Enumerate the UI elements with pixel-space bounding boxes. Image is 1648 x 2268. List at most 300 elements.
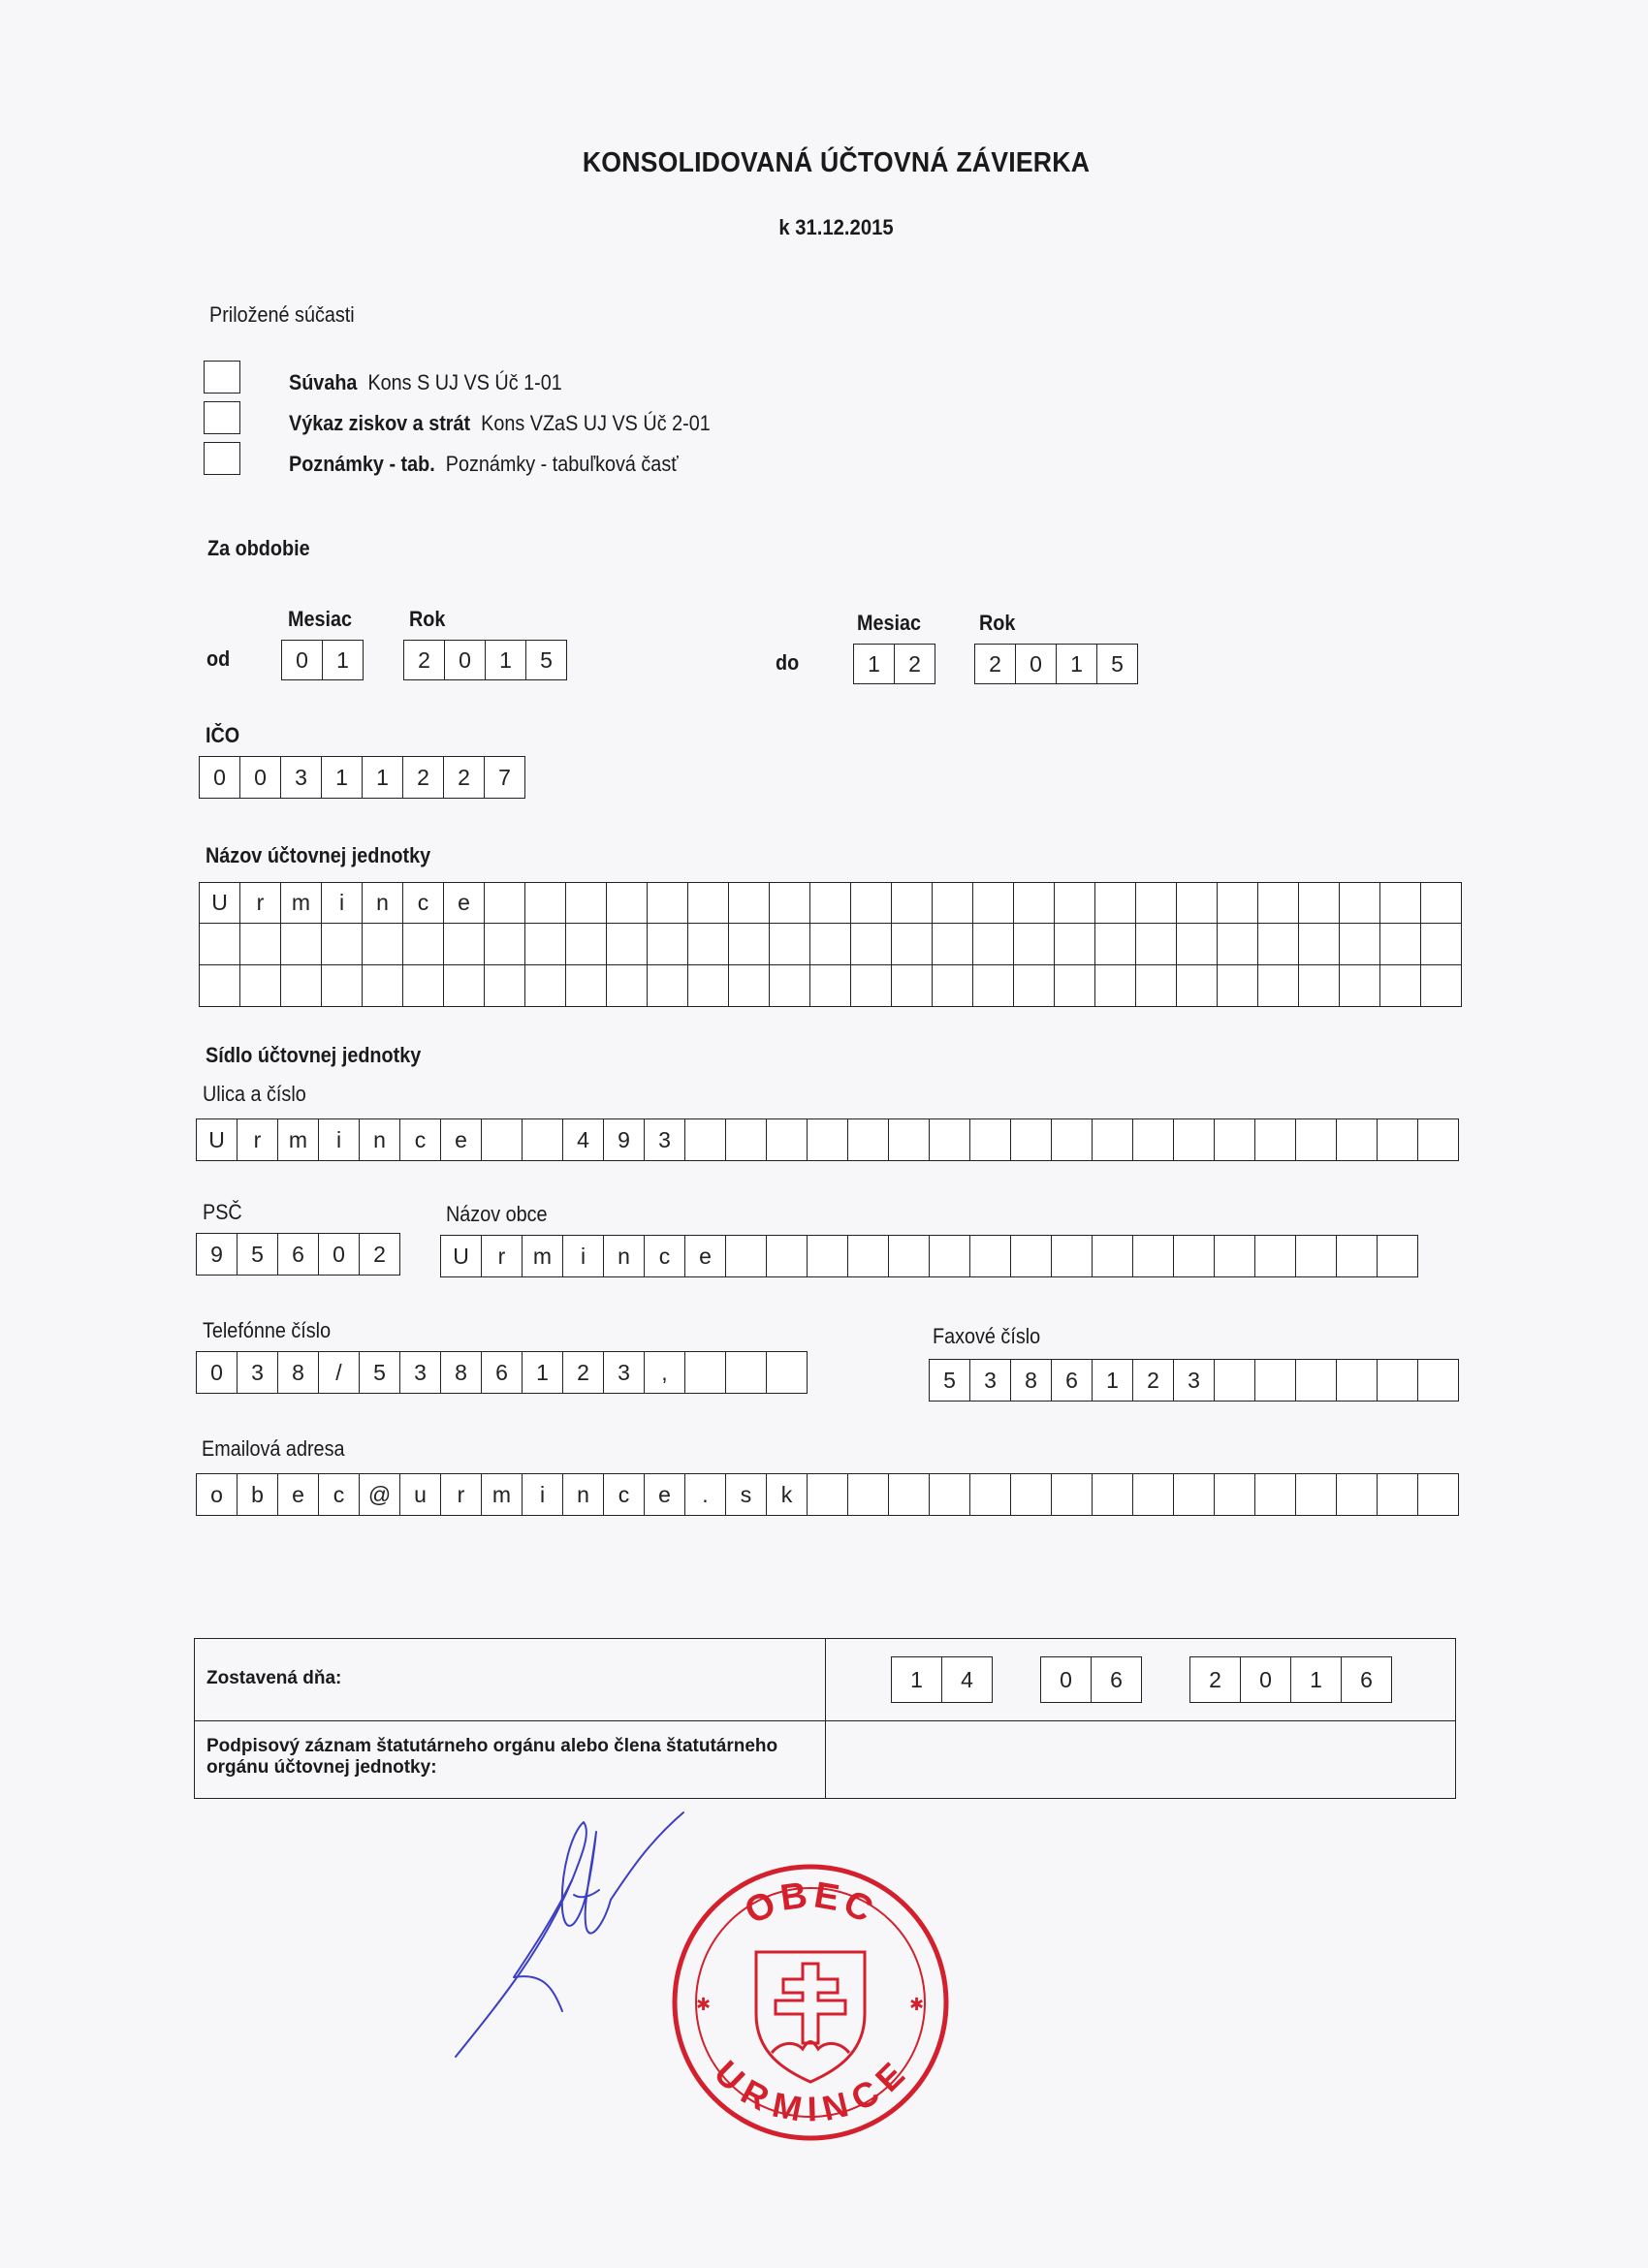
char-box[interactable]: 0 <box>445 640 486 680</box>
char-box[interactable] <box>1258 965 1299 1007</box>
street-boxes[interactable] <box>196 1118 1459 1161</box>
char-box[interactable] <box>1174 1118 1215 1161</box>
char-box[interactable]: U <box>197 1118 238 1161</box>
char-box[interactable] <box>648 924 688 965</box>
char-box[interactable] <box>892 924 933 965</box>
char-box[interactable] <box>1421 924 1462 965</box>
char-box[interactable] <box>1011 1118 1052 1161</box>
char-box[interactable] <box>848 1235 889 1277</box>
char-box[interactable]: 7 <box>485 756 525 799</box>
char-box[interactable]: U <box>441 1235 482 1277</box>
char-box[interactable] <box>1095 924 1136 965</box>
char-box[interactable] <box>482 1118 523 1161</box>
char-box[interactable]: u <box>400 1473 441 1516</box>
char-box[interactable] <box>200 965 240 1007</box>
document-title: KONSOLIDOVANÁ ÚČTOVNÁ ZÁVIERKA <box>582 147 1091 178</box>
char-box[interactable]: 2 <box>360 1233 400 1276</box>
char-box[interactable]: 8 <box>1011 1359 1052 1402</box>
char-box[interactable] <box>1421 882 1462 924</box>
char-box[interactable]: U <box>200 882 240 924</box>
char-box[interactable] <box>1218 882 1258 924</box>
char-box[interactable] <box>1174 1473 1215 1516</box>
char-box[interactable]: e <box>645 1473 685 1516</box>
char-box[interactable]: 2 <box>895 644 935 684</box>
char-box[interactable]: 5 <box>238 1233 278 1276</box>
attachment-checkbox-balance[interactable] <box>204 361 240 394</box>
char-box[interactable] <box>648 965 688 1007</box>
char-box[interactable] <box>240 965 281 1007</box>
char-box[interactable] <box>1340 924 1380 965</box>
char-box[interactable]: 8 <box>441 1351 482 1394</box>
coat-of-arms-icon <box>756 1952 865 2082</box>
char-box[interactable] <box>973 882 1014 924</box>
char-box[interactable] <box>933 882 973 924</box>
char-box[interactable]: 1 <box>1291 1656 1342 1703</box>
char-box[interactable] <box>808 1473 848 1516</box>
char-box[interactable]: e <box>278 1473 319 1516</box>
char-box[interactable] <box>1177 924 1218 965</box>
char-box[interactable]: 0 <box>197 1351 238 1394</box>
char-box[interactable] <box>970 1235 1011 1277</box>
char-box[interactable]: 0 <box>282 640 323 680</box>
char-box[interactable] <box>688 965 729 1007</box>
char-box[interactable] <box>1337 1118 1378 1161</box>
char-box[interactable] <box>1296 1359 1337 1402</box>
char-box[interactable]: 6 <box>278 1233 319 1276</box>
char-box[interactable] <box>851 924 892 965</box>
entity-name-boxes[interactable] <box>199 882 1462 1007</box>
char-box[interactable] <box>1380 882 1421 924</box>
char-box[interactable]: 3 <box>238 1351 278 1394</box>
char-box[interactable] <box>685 1118 726 1161</box>
char-box[interactable] <box>685 1351 726 1394</box>
char-box[interactable] <box>851 965 892 1007</box>
char-box[interactable] <box>1095 882 1136 924</box>
char-box[interactable] <box>1418 1473 1459 1516</box>
char-box[interactable] <box>1055 924 1095 965</box>
char-box[interactable]: 5 <box>930 1359 970 1402</box>
char-box[interactable] <box>892 882 933 924</box>
char-box[interactable]: e <box>444 882 485 924</box>
char-box[interactable] <box>1258 882 1299 924</box>
attachment-desc: Poznámky - tabuľková časť <box>445 452 679 476</box>
char-box[interactable] <box>1011 1473 1052 1516</box>
char-box[interactable]: s <box>726 1473 767 1516</box>
char-box[interactable] <box>767 1235 808 1277</box>
email-label: Emailová adresa <box>202 1436 345 1461</box>
char-box[interactable] <box>1055 882 1095 924</box>
char-box[interactable]: e <box>685 1235 726 1277</box>
from-label: od <box>206 646 231 671</box>
char-box[interactable] <box>973 965 1014 1007</box>
char-box[interactable] <box>281 965 322 1007</box>
char-box[interactable] <box>1014 965 1055 1007</box>
char-box[interactable]: i <box>322 882 363 924</box>
attachment-checkbox-notes[interactable] <box>204 442 240 475</box>
entity-name-label: Názov účtovnej jednotky <box>206 843 431 867</box>
char-box[interactable]: c <box>645 1235 685 1277</box>
char-box[interactable] <box>363 965 403 1007</box>
char-box[interactable]: c <box>400 1118 441 1161</box>
phone-label: Telefónne číslo <box>203 1318 332 1342</box>
char-box[interactable] <box>770 965 810 1007</box>
to-month-boxes[interactable] <box>853 644 935 684</box>
attachment-title: Výkaz ziskov a strát <box>289 411 471 435</box>
char-box[interactable]: 2 <box>975 644 1016 684</box>
char-box[interactable] <box>810 965 851 1007</box>
zip-boxes[interactable] <box>196 1233 400 1276</box>
char-box[interactable] <box>726 1351 767 1394</box>
attachment-desc: Kons S UJ VS Úč 1-01 <box>367 370 562 394</box>
char-box[interactable]: @ <box>360 1473 400 1516</box>
compiled-month-boxes[interactable] <box>1040 1656 1142 1703</box>
char-box[interactable] <box>281 924 322 965</box>
char-box[interactable] <box>729 965 770 1007</box>
char-box[interactable]: 3 <box>1174 1359 1215 1402</box>
char-box[interactable] <box>930 1235 970 1277</box>
char-box[interactable] <box>1255 1359 1296 1402</box>
svg-text:OBEC <box>739 1874 883 1933</box>
char-box[interactable] <box>566 965 607 1007</box>
entity-name-row <box>199 924 1462 965</box>
char-box[interactable] <box>1337 1473 1378 1516</box>
char-box[interactable] <box>1133 1235 1174 1277</box>
char-box[interactable] <box>808 1235 848 1277</box>
char-box[interactable] <box>1299 882 1340 924</box>
handwritten-signature <box>427 1803 708 2074</box>
char-box[interactable]: 1 <box>1057 644 1097 684</box>
from-month-label: Mesiac <box>288 607 353 631</box>
period-heading: Za obdobie <box>207 536 310 560</box>
zip-label: PSČ <box>203 1200 242 1224</box>
char-box[interactable] <box>688 882 729 924</box>
char-box[interactable]: 5 <box>526 640 567 680</box>
compiled-year-boxes[interactable] <box>1189 1656 1392 1703</box>
char-box[interactable]: 2 <box>563 1351 604 1394</box>
char-box[interactable]: c <box>403 882 444 924</box>
attachment-checkbox-income[interactable] <box>204 401 240 434</box>
entity-name-row <box>199 965 1462 1007</box>
char-box[interactable] <box>1258 924 1299 965</box>
attachment-title: Poznámky - tab. <box>289 452 435 476</box>
entity-name-row <box>199 882 1462 924</box>
char-box[interactable] <box>1296 1473 1337 1516</box>
city-boxes[interactable] <box>440 1235 1418 1277</box>
char-box[interactable] <box>848 1118 889 1161</box>
attachment-desc: Kons VZaS UJ VS Úč 2-01 <box>481 411 711 435</box>
char-box[interactable] <box>1093 1118 1133 1161</box>
char-box[interactable]: 0 <box>1016 644 1057 684</box>
char-box[interactable] <box>485 924 525 965</box>
char-box[interactable] <box>726 1235 767 1277</box>
char-box[interactable] <box>970 1118 1011 1161</box>
char-box[interactable] <box>523 1118 563 1161</box>
char-box[interactable] <box>1177 965 1218 1007</box>
char-box[interactable] <box>973 924 1014 965</box>
char-box[interactable]: m <box>482 1473 523 1516</box>
city-label: Názov obce <box>446 1202 548 1226</box>
char-box[interactable] <box>403 965 444 1007</box>
char-box[interactable]: 1 <box>523 1351 563 1394</box>
char-box[interactable] <box>808 1118 848 1161</box>
char-box[interactable] <box>1014 882 1055 924</box>
attachment-title: Súvaha <box>289 370 358 394</box>
char-box[interactable] <box>1255 1235 1296 1277</box>
attachment-item-notes <box>289 452 679 477</box>
document-date: k 31.12.2015 <box>778 215 894 239</box>
seat-heading: Sídlo účtovnej jednotky <box>206 1043 422 1067</box>
char-box[interactable]: , <box>645 1351 685 1394</box>
char-box[interactable] <box>1133 1473 1174 1516</box>
char-box[interactable] <box>1418 1359 1459 1402</box>
street-label: Ulica a číslo <box>203 1082 306 1106</box>
char-box[interactable] <box>930 1118 970 1161</box>
char-box[interactable]: r <box>240 882 281 924</box>
email-boxes[interactable] <box>196 1473 1459 1516</box>
fax-boxes[interactable] <box>929 1359 1459 1402</box>
char-box[interactable] <box>1380 924 1421 965</box>
char-box[interactable] <box>1378 1118 1418 1161</box>
char-box[interactable] <box>889 1235 930 1277</box>
char-box[interactable] <box>1296 1235 1337 1277</box>
char-box[interactable]: 6 <box>1342 1656 1392 1703</box>
ico-label: IČO <box>206 723 240 747</box>
char-box[interactable] <box>889 1118 930 1161</box>
char-box[interactable] <box>1215 1473 1255 1516</box>
char-box[interactable] <box>930 1473 970 1516</box>
char-box[interactable]: 0 <box>1241 1656 1291 1703</box>
char-box[interactable] <box>892 965 933 1007</box>
char-box[interactable]: 1 <box>892 1656 942 1703</box>
char-box[interactable] <box>1136 882 1177 924</box>
char-box[interactable] <box>729 924 770 965</box>
char-box[interactable]: m <box>278 1118 319 1161</box>
char-box[interactable]: 5 <box>360 1351 400 1394</box>
char-box[interactable] <box>444 924 485 965</box>
char-box[interactable] <box>848 1473 889 1516</box>
char-box[interactable]: r <box>482 1235 523 1277</box>
char-box[interactable] <box>1378 1473 1418 1516</box>
char-box[interactable]: 0 <box>240 756 281 799</box>
from-year-boxes[interactable] <box>403 640 567 680</box>
attachments-heading: Priložené súčasti <box>209 302 355 327</box>
char-box[interactable]: 0 <box>200 756 240 799</box>
char-box[interactable] <box>485 882 525 924</box>
char-box[interactable]: i <box>319 1118 360 1161</box>
char-box[interactable] <box>970 1473 1011 1516</box>
from-month-boxes[interactable] <box>281 640 364 680</box>
char-box[interactable]: 8 <box>278 1351 319 1394</box>
char-box[interactable] <box>1218 965 1258 1007</box>
char-box[interactable] <box>1174 1235 1215 1277</box>
char-box[interactable] <box>1337 1359 1378 1402</box>
char-box[interactable]: n <box>563 1473 604 1516</box>
stamp-bottom-text: URMINCE <box>707 2052 914 2130</box>
char-box[interactable]: 4 <box>563 1118 604 1161</box>
char-box[interactable] <box>566 924 607 965</box>
attachment-item-income <box>289 411 711 436</box>
char-box[interactable] <box>1340 965 1380 1007</box>
char-box[interactable]: 2 <box>444 756 485 799</box>
char-box[interactable] <box>810 924 851 965</box>
char-box[interactable] <box>770 924 810 965</box>
char-box[interactable]: / <box>319 1351 360 1394</box>
char-box[interactable] <box>1093 1235 1133 1277</box>
char-box[interactable] <box>1255 1473 1296 1516</box>
char-box[interactable] <box>1255 1118 1296 1161</box>
char-box[interactable]: 0 <box>319 1233 360 1276</box>
char-box[interactable]: m <box>281 882 322 924</box>
char-box[interactable] <box>566 882 607 924</box>
char-box[interactable]: 1 <box>322 756 363 799</box>
char-box[interactable]: k <box>767 1473 808 1516</box>
char-box[interactable]: 3 <box>400 1351 441 1394</box>
char-box[interactable]: 9 <box>197 1233 238 1276</box>
char-box[interactable] <box>322 965 363 1007</box>
char-box[interactable]: 4 <box>942 1656 993 1703</box>
char-box[interactable] <box>933 965 973 1007</box>
char-box[interactable] <box>1380 965 1421 1007</box>
svg-text:✱: ✱ <box>696 1995 712 2015</box>
char-box[interactable]: 1 <box>323 640 364 680</box>
char-box[interactable] <box>1218 924 1258 965</box>
char-box[interactable] <box>525 965 566 1007</box>
char-box[interactable] <box>1055 965 1095 1007</box>
char-box[interactable] <box>1299 924 1340 965</box>
char-box[interactable]: . <box>685 1473 726 1516</box>
char-box[interactable] <box>322 924 363 965</box>
char-box[interactable]: 2 <box>1133 1359 1174 1402</box>
char-box[interactable] <box>607 965 648 1007</box>
char-box[interactable] <box>1052 1473 1093 1516</box>
char-box[interactable]: c <box>604 1473 645 1516</box>
char-box[interactable] <box>525 924 566 965</box>
char-box[interactable]: n <box>363 882 403 924</box>
char-box[interactable]: m <box>523 1235 563 1277</box>
char-box[interactable] <box>933 924 973 965</box>
char-box[interactable] <box>240 924 281 965</box>
char-box[interactable] <box>607 924 648 965</box>
char-box[interactable] <box>1052 1235 1093 1277</box>
char-box[interactable] <box>1299 965 1340 1007</box>
to-label: do <box>776 650 800 675</box>
char-box[interactable] <box>1296 1118 1337 1161</box>
char-box[interactable]: i <box>523 1473 563 1516</box>
char-box[interactable]: 3 <box>281 756 322 799</box>
char-box[interactable] <box>1095 965 1136 1007</box>
to-year-label: Rok <box>979 611 1016 635</box>
char-box[interactable]: 3 <box>604 1351 645 1394</box>
char-box[interactable]: c <box>319 1473 360 1516</box>
char-box[interactable]: i <box>563 1235 604 1277</box>
official-stamp <box>667 1859 954 2146</box>
char-box[interactable]: 3 <box>970 1359 1011 1402</box>
char-box[interactable] <box>1011 1235 1052 1277</box>
svg-text:✱: ✱ <box>909 1995 925 2015</box>
compiled-label: Zostavená dňa: <box>206 1668 342 1688</box>
to-year-boxes[interactable] <box>974 644 1138 684</box>
char-box[interactable] <box>403 924 444 965</box>
char-box[interactable] <box>767 1351 808 1394</box>
char-box[interactable] <box>729 882 770 924</box>
signature-label: Podpisový záznam štatutárneho orgánu alebo člena štatutárneho orgánu účtovnej jednotky: <box>206 1736 778 1778</box>
char-box[interactable]: b <box>238 1473 278 1516</box>
signature-table <box>194 1638 1456 1799</box>
char-box[interactable] <box>1418 1118 1459 1161</box>
ico-boxes[interactable] <box>199 756 525 799</box>
char-box[interactable]: 1 <box>1093 1359 1133 1402</box>
char-box[interactable] <box>767 1118 808 1161</box>
char-box[interactable] <box>1378 1235 1418 1277</box>
char-box[interactable] <box>851 882 892 924</box>
char-box[interactable]: 1 <box>486 640 526 680</box>
char-box[interactable] <box>1052 1118 1093 1161</box>
char-box[interactable]: n <box>604 1235 645 1277</box>
stamp-top-text: OBEC <box>738 1874 883 1934</box>
char-box[interactable] <box>525 882 566 924</box>
char-box[interactable]: 5 <box>1097 644 1138 684</box>
char-box[interactable]: 6 <box>482 1351 523 1394</box>
char-box[interactable]: 6 <box>1052 1359 1093 1402</box>
char-box[interactable] <box>1133 1118 1174 1161</box>
char-box[interactable] <box>363 924 403 965</box>
char-box[interactable] <box>1177 882 1218 924</box>
char-box[interactable] <box>607 882 648 924</box>
char-box[interactable] <box>1337 1235 1378 1277</box>
to-month-label: Mesiac <box>857 611 922 635</box>
char-box[interactable]: r <box>441 1473 482 1516</box>
fax-label: Faxové číslo <box>933 1324 1041 1348</box>
char-box[interactable] <box>1136 965 1177 1007</box>
phone-boxes[interactable] <box>196 1351 808 1394</box>
char-box[interactable] <box>1136 924 1177 965</box>
char-box[interactable] <box>648 882 688 924</box>
char-box[interactable]: 3 <box>645 1118 685 1161</box>
char-box[interactable]: r <box>238 1118 278 1161</box>
char-box[interactable] <box>810 882 851 924</box>
char-box[interactable] <box>1215 1118 1255 1161</box>
char-box[interactable]: e <box>441 1118 482 1161</box>
char-box[interactable]: 1 <box>854 644 895 684</box>
char-box[interactable] <box>485 965 525 1007</box>
char-box[interactable] <box>1215 1235 1255 1277</box>
char-box[interactable] <box>1093 1473 1133 1516</box>
char-box[interactable] <box>1421 965 1462 1007</box>
char-box[interactable] <box>1378 1359 1418 1402</box>
char-box[interactable]: o <box>197 1473 238 1516</box>
char-box[interactable]: 2 <box>1190 1656 1241 1703</box>
char-box[interactable]: 0 <box>1041 1656 1092 1703</box>
char-box[interactable]: 2 <box>404 640 445 680</box>
char-box[interactable] <box>1340 882 1380 924</box>
char-box[interactable] <box>889 1473 930 1516</box>
char-box[interactable] <box>200 924 240 965</box>
char-box[interactable]: 1 <box>363 756 403 799</box>
char-box[interactable] <box>1215 1359 1255 1402</box>
char-box[interactable] <box>1014 924 1055 965</box>
from-year-label: Rok <box>409 607 446 631</box>
char-box[interactable]: 6 <box>1092 1656 1142 1703</box>
compiled-day-boxes[interactable] <box>891 1656 993 1703</box>
char-box[interactable] <box>770 882 810 924</box>
char-box[interactable] <box>726 1118 767 1161</box>
char-box[interactable]: 9 <box>604 1118 645 1161</box>
char-box[interactable]: n <box>360 1118 400 1161</box>
char-box[interactable] <box>444 965 485 1007</box>
attachment-item-balance <box>289 370 562 395</box>
char-box[interactable]: 2 <box>403 756 444 799</box>
char-box[interactable] <box>688 924 729 965</box>
